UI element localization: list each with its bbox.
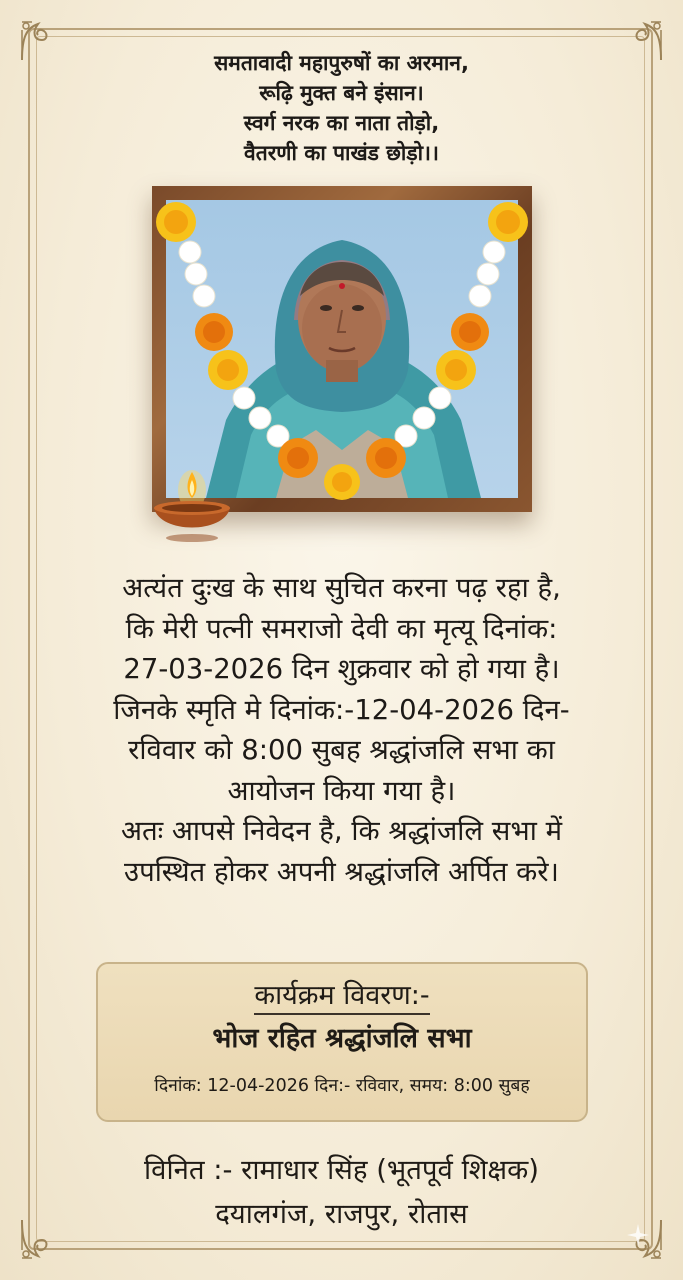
memorial-photo [152,186,532,516]
poem-line: समतावादी महापुरुषों का अरमान, [214,51,469,75]
message-line: कि मेरी पत्नी समराजो देवी का मृत्यू दिनांक: [125,612,558,645]
message-line: रविवार को 8:00 सुबह श्रद्धांजलि सभा का [128,734,555,766]
message-line: आयोजन किया गया है। [227,774,456,807]
message-line: अतः आपसे निवेदन है, कि श्रद्धांजलि सभा में [120,815,563,847]
program-title [98,978,586,1014]
marigold-garland-icon [152,186,532,516]
poem-line: स्वर्ग नरक का नाता तोड़ो, [243,111,440,135]
message-line: अत्यंत दुःख के साथ सुचित करना पढ़ रहा है, [122,572,561,604]
message-line: जिनके स्मृति मे दिनांक:-12-04-2026 दिन- [113,693,570,726]
poem-line: रूढ़ि मुक्त बने इंसान। [259,81,424,105]
sparkle-icon [627,1224,649,1246]
signoff [0,1148,683,1236]
signoff-address: दयालगंज, राजपुर, रोतास [215,1198,468,1230]
program-details-box [96,962,588,1122]
condolence-message [0,568,683,892]
poem-line: वैतरणी का पाखंड छोड़ो।। [244,141,439,165]
poem-verse [0,48,683,168]
program-subtitle: भोज रहित श्रद्धांजलि सभा [212,1023,472,1054]
diya-lamp-icon [150,468,234,548]
signoff-name: विनित :- रामाधार सिंह (भूतपूर्व शिक्षक) [144,1154,539,1186]
message-line: उपस्थित होकर अपनी श्रद्धांजलि अर्पित करे। [124,855,559,888]
program-title-text: कार्यक्रम विवरण:- [254,980,429,1015]
program-date-time: दिनांक: 12-04-2026 दिन:- रविवार, समय: 8:00 सुबह [154,1076,530,1096]
message-line: 27-03-2026 दिन शुक्रवार को हो गया है। [123,653,560,685]
